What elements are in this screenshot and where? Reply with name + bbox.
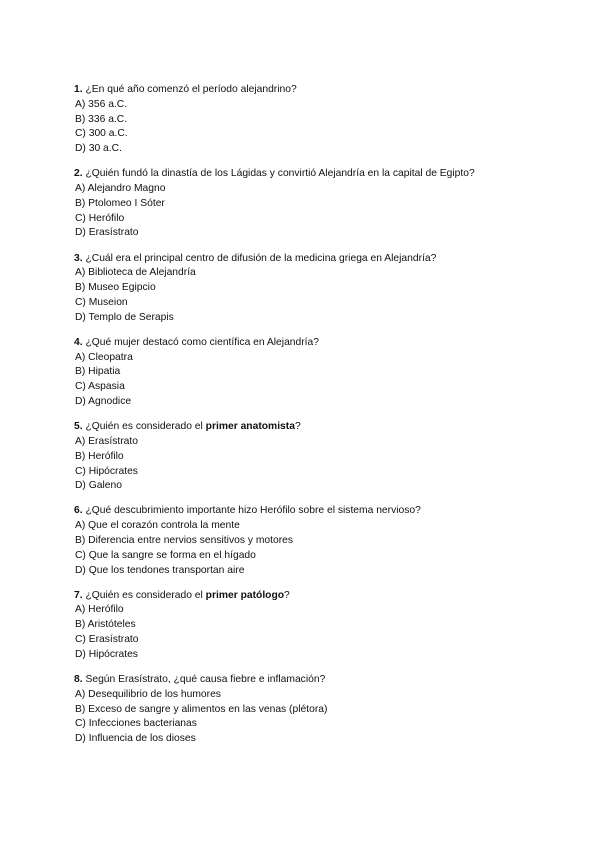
question-stem: ¿En qué año comenzó el período alejandrino? <box>85 84 297 95</box>
option-a: A) Que el corazón controla la mente <box>75 520 240 532</box>
question-emphasis: primer anatomista <box>205 421 295 433</box>
question-number: 3. <box>74 252 83 264</box>
quiz-questions <box>74 83 584 757</box>
option-a: A) Cleopatra <box>75 351 133 363</box>
option-c: C) Herófilo <box>75 212 125 224</box>
question-number: 7. <box>74 589 83 601</box>
option-a: A) 356 a.C. <box>75 98 128 110</box>
question-stem: ¿Qué descubrimiento importante hizo Herófilo sobre el sistema nervioso? <box>85 505 421 517</box>
option-d: D) 30 a.C. <box>75 143 122 155</box>
option-b: B) Exceso de sangre y alimentos en las venas (plétora) <box>75 703 328 715</box>
question-number: 1. <box>74 84 83 95</box>
question-2 <box>74 167 584 241</box>
question-stem-end: ? <box>294 421 301 433</box>
question-7 <box>74 589 584 663</box>
question-3 <box>74 252 584 326</box>
question-text <box>74 252 584 267</box>
option-b: B) Diferencia entre nervios sensitivos y motores <box>75 535 294 546</box>
question-emphasis: primer patólogo <box>205 589 285 601</box>
option-c: C) Erasístrato <box>75 634 139 646</box>
question-stem-end: ? <box>284 589 290 601</box>
option-c: C) 300 a.C. <box>75 128 128 140</box>
option-d: D) Erasístrato <box>75 227 139 239</box>
option-a: A) Herófilo <box>75 604 124 616</box>
question-text <box>74 504 584 519</box>
question-6 <box>74 504 584 578</box>
option-b: B) Ptolomeo I Sóter <box>75 197 165 209</box>
option-a: A) Alejandro Magno <box>75 183 166 195</box>
question-number: 2. <box>74 168 83 180</box>
question-number: 8. <box>74 673 83 685</box>
option-d: D) Hipócrates <box>75 648 138 660</box>
option-d: D) Agnodice <box>75 396 132 408</box>
option-d: D) Galeno <box>75 480 122 492</box>
question-text <box>74 589 584 604</box>
question-text <box>74 336 584 351</box>
question-number: 5. <box>74 421 83 433</box>
option-c: C) Infecciones bacterianas <box>75 718 197 730</box>
question-stem: ¿Quién es considerado el <box>85 421 206 433</box>
question-8 <box>74 673 584 747</box>
question-5 <box>74 420 584 494</box>
question-text <box>74 673 584 688</box>
option-b: B) Hipatia <box>75 366 121 378</box>
option-d: D) Influencia de los dioses <box>75 733 196 745</box>
option-b: B) 336 a.C. <box>75 113 128 125</box>
option-d: D) Que los tendones transportan aire <box>75 564 245 576</box>
question-stem: ¿Cuál era el principal centro de difusión de la medicina griega en Alejandría? <box>85 252 437 264</box>
option-d: D) Templo de Serapis <box>75 311 174 323</box>
question-4 <box>74 336 584 410</box>
question-stem: Según Erasístrato, ¿qué causa fiebre e inflamación? <box>85 673 326 685</box>
option-c: C) Que la sangre se forma en el hígado <box>75 549 256 561</box>
question-text <box>74 83 584 98</box>
option-b: B) Aristóteles <box>75 619 136 631</box>
option-c: C) Hipócrates <box>75 465 138 477</box>
question-number: 6. <box>74 505 83 517</box>
question-1 <box>74 83 584 157</box>
option-b: B) Herófilo <box>75 450 124 462</box>
question-stem: ¿Qué mujer destacó como científica en Alejandría? <box>85 336 319 348</box>
question-stem: ¿Quién fundó la dinastía de los Lágidas y convirtió Alejandría en la capital de Egipto? <box>85 168 475 180</box>
question-stem: ¿Quién es considerado el <box>85 589 206 601</box>
option-c: C) Aspasia <box>75 381 125 393</box>
option-a: A) Biblioteca de Alejandría <box>75 267 196 279</box>
question-text <box>74 167 584 182</box>
option-c: C) Museion <box>75 296 128 308</box>
option-b: B) Museo Egipcio <box>75 282 156 294</box>
question-text <box>74 420 584 435</box>
question-number: 4. <box>74 336 83 348</box>
option-a: A) Erasístrato <box>75 435 138 447</box>
option-a: A) Desequilibrio de los humores <box>75 688 221 700</box>
